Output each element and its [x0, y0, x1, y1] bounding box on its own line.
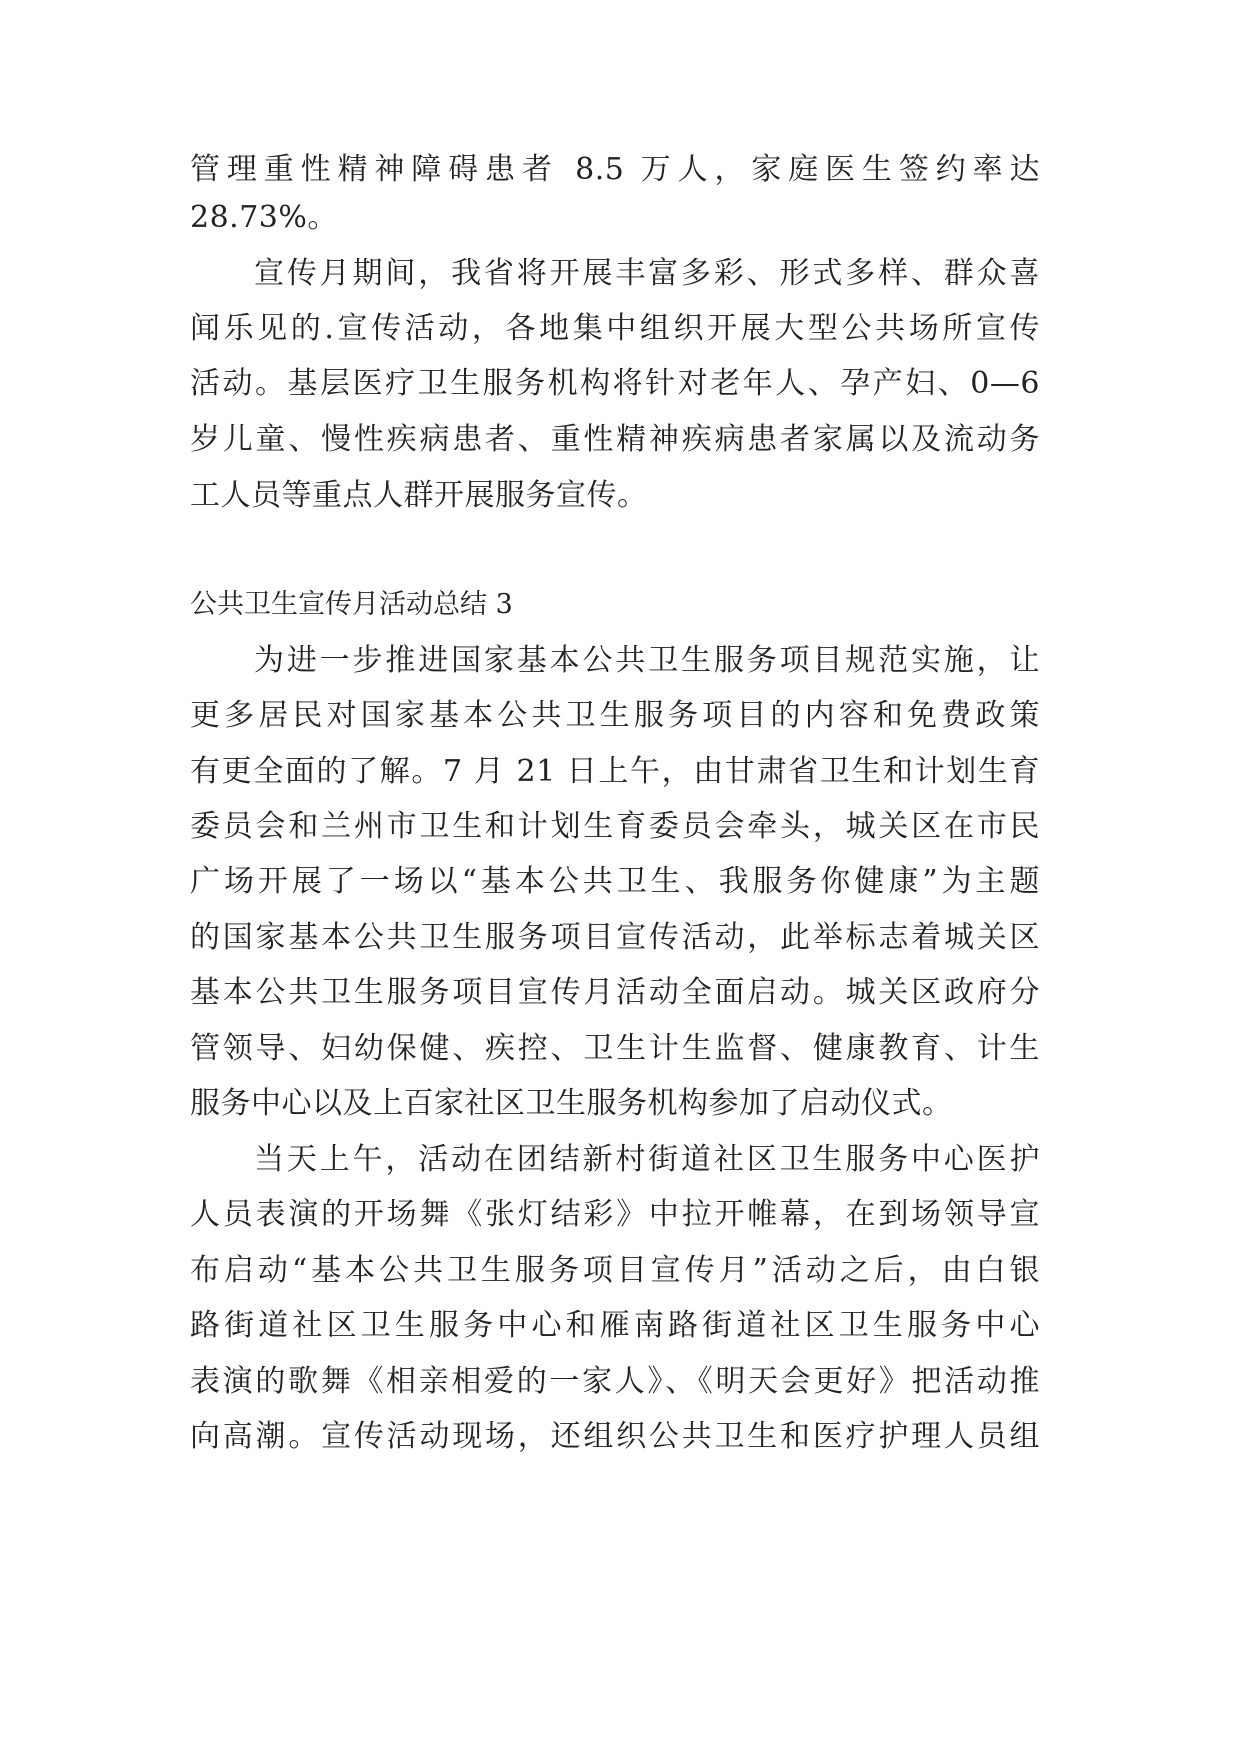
paragraph-3-line-9: 服务中心以及上百家社区卫生服务机构参加了启动仪式。: [190, 1086, 953, 1121]
paragraph-2-line-3: 活动。基层医疗卫生服务机构将针对老年人、孕产妇、0—6: [190, 366, 1040, 401]
paragraph-3-line-4: 委员会和兰州市卫生和计划生育委员会牵头，城关区在市民: [190, 809, 1040, 844]
paragraph-3-line-6: 的国家基本公共卫生服务项目宣传活动，此举标志着城关区: [190, 920, 1040, 955]
paragraph-3-line-7: 基本公共卫生服务项目宣传月活动全面启动。城关区政府分: [190, 975, 1040, 1010]
paragraph-3-line-3: 有更全面的了解。7 月 21 日上午，由甘肃省卫生和计划生育: [190, 754, 1040, 789]
paragraph-1-line-2: 28.73%。: [190, 200, 338, 235]
paragraph-1-line-1: 管理重性精神障碍患者 8.5 万人，家庭医生签约率达: [190, 152, 1040, 187]
paragraph-2-line-1: 宣传月期间，我省将开展丰富多彩、形式多样、群众喜: [254, 256, 1040, 291]
paragraph-2-line-5: 工人员等重点人群开展服务宣传。: [190, 478, 648, 513]
paragraph-4-line-1: 当天上午，活动在团结新村街道社区卫生服务中心医护: [254, 1142, 1040, 1177]
paragraph-2-line-2: 闻乐见的.宣传活动，各地集中组织开展大型公共场所宣传: [190, 311, 1040, 346]
paragraph-4-line-6: 向高潮。宣传活动现场，还组织公共卫生和医疗护理人员组: [190, 1419, 1040, 1454]
paragraph-4-line-3: 布启动“基本公共卫生服务项目宣传月”活动之后，由白银: [190, 1253, 1040, 1288]
paragraph-3-line-2: 更多居民对国家基本公共卫生服务项目的内容和免费政策: [190, 698, 1040, 733]
paragraph-4-line-4: 路街道社区卫生服务中心和雁南路街道社区卫生服务中心: [190, 1308, 1040, 1343]
paragraph-3-line-1: 为进一步推进国家基本公共卫生服务项目规范实施，让: [254, 643, 1040, 678]
paragraph-4-line-5: 表演的歌舞《相亲相爱的一家人》、《明天会更好》把活动推: [190, 1364, 1040, 1399]
paragraph-3-line-8: 管领导、妇幼保健、疾控、卫生计生监督、健康教育、计生: [190, 1031, 1040, 1066]
paragraph-2-line-4: 岁儿童、慢性疾病患者、重性精神疾病患者家属以及流动务: [190, 422, 1040, 457]
paragraph-3-line-5: 广场开展了一场以“基本公共卫生、我服务你健康”为主题: [190, 864, 1040, 899]
paragraph-4-line-2: 人员表演的开场舞《张灯结彩》中拉开帷幕，在到场领导宣: [190, 1197, 1040, 1232]
section-heading: 公共卫生宣传月活动总结 3: [190, 589, 513, 620]
